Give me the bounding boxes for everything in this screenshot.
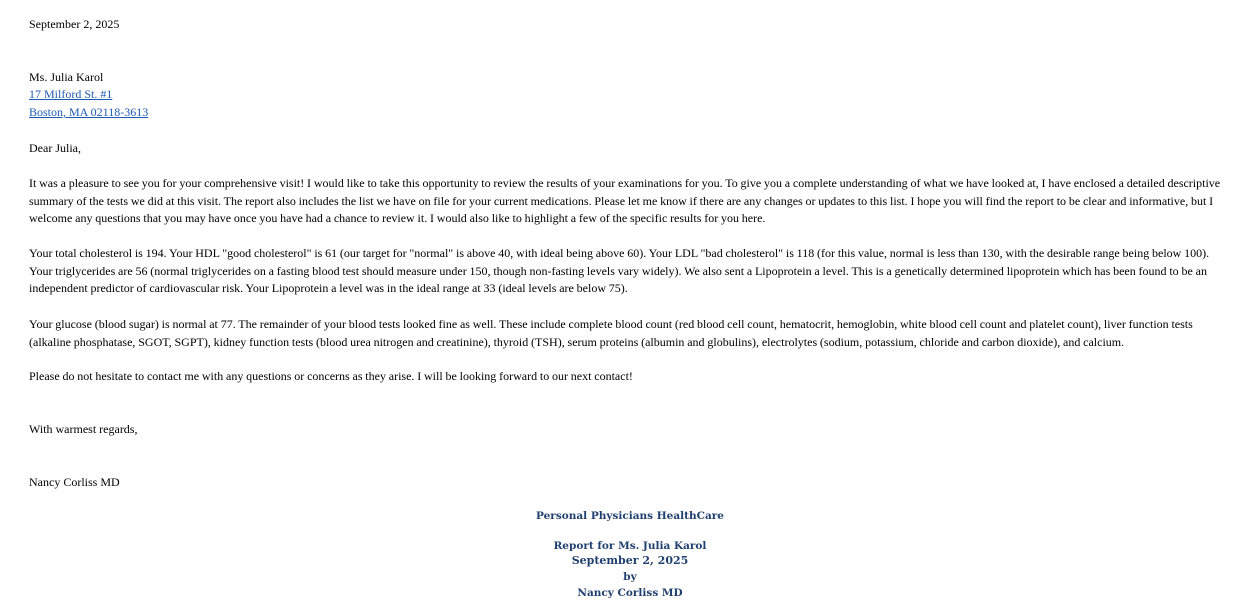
salutation: Dear Julia, [29,141,81,155]
recipient-address-line2[interactable] [29,105,148,119]
recipient-address-line1[interactable] [29,87,112,101]
address-link-line1[interactable]: 17 Milford St. #1 [29,87,113,101]
practice-name: Personal Physicians HealthCare [536,510,724,522]
closing: With warmest regards, [29,422,138,436]
report-author: Nancy Corliss MD [577,587,683,599]
address-link-line2[interactable]: Boston, MA 02118-3613 [29,105,149,119]
report-date: September 2, 2025 [571,554,689,567]
paragraph-cholesterol: Your total cholesterol is 194. Your HDL "good cholesterol" is 61 (our target for "normal" is above 40, with ideal being above 60). Your LDL "bad cholesterol" is 118 (for this value, normal is less than 130, with the desirable range being below 100). Your triglycerides are 56 (normal triglycerides on a fasting blood test should measure under 150, though non-fasting levels vary widely). We also sent a Lipoprotein a level. This is a genetically determined lipoprotein which has been found to be an independent predictor of cardiovascular risk. Your Lipoprotein a level was in the ideal range at 33 (ideal levels are below 75). [29,246,1210,295]
paragraph-intro: It was a pleasure to see you for your comprehensive visit! I would like to take this opportunity to review the results of your examinations for you. To give you a complete understanding of what we have looked at, I have enclosed a detailed descriptive summary of the tests we did at this visit. The report also includes the list we have on file for your current medications. Please let me know if there are any changes or updates to this list. I hope you will find the report to be clear and informative, but I welcome any questions that you may have once you have had a chance to review it. I would also like to highlight a few of the specific results for you here. [29,176,1221,225]
paragraph-contact: Please do not hesitate to contact me with any questions or concerns as they arise. I will be looking forward to our next contact! [29,369,633,383]
report-by: by [623,571,637,583]
paragraph-blood-tests: Your glucose (blood sugar) is normal at 77. The remainder of your blood tests looked fine as well. These include complete blood count (red blood cell count, hematocrit, hemoglobin, white blood cell count and platelet count), liver function tests (alkaline phosphatase, SGOT, SGPT), kidney function tests (blood urea nitrogen and creatinine), thyroid (TSH), serum proteins (albumin and globulins), electrolytes (sodium, potassium, chloride and carbon dioxide), and calcium. [29,317,1193,349]
letter-date: September 2, 2025 [29,17,120,31]
recipient-name: Ms. Julia Karol [29,70,104,84]
report-for: Report for Ms. Julia Karol [553,540,707,552]
signature: Nancy Corliss MD [29,475,120,489]
